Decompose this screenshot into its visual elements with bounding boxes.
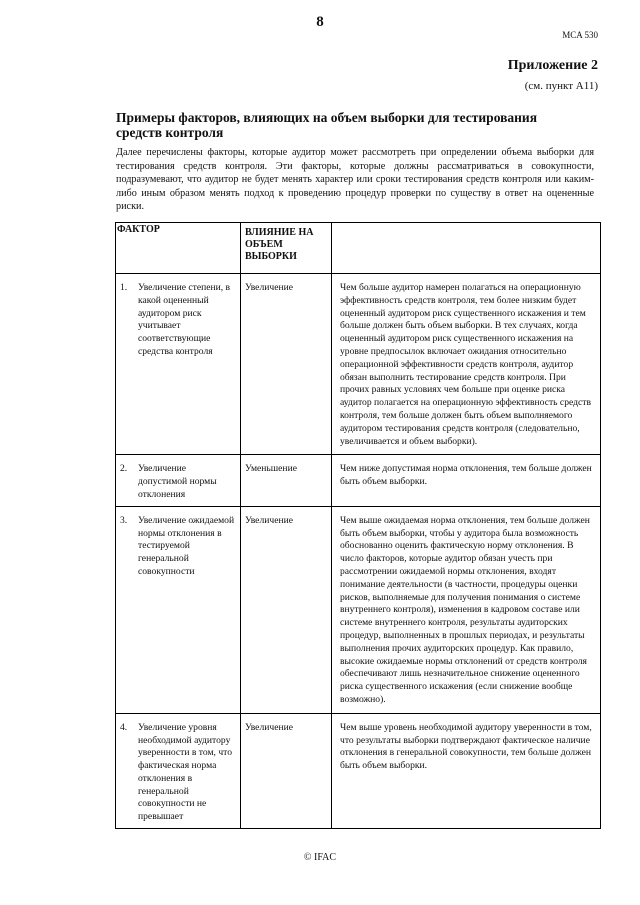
footer-copyright: © IFAC [303,852,337,863]
row-number: 2. [120,463,128,475]
impact-cell: Увеличение [241,506,332,713]
factor-cell [116,506,241,713]
impact-cell: Увеличение [241,713,332,828]
header-description [332,223,601,274]
table-row [116,274,601,455]
table-row [116,506,601,713]
factor-cell [116,455,241,506]
appendix-title: Приложение 2 [507,58,598,73]
appendix-reference: (см. пункт А11) [524,80,598,92]
header-impact: ВЛИЯНИЕ НА ОБЪЕМ ВЫБОРКИ [241,223,332,274]
row-number: 3. [120,514,128,526]
header-factor: ФАКТОР [116,223,241,274]
factor-text: Увеличение степени, в какой оцененный аудитором риск учитывает соответствующие средства контроля [138,282,231,357]
factor-text: Увеличение ожидаемой нормы отклонения в тестируемой генеральной совокупности [138,514,235,577]
factor-text: Увеличение уровня необходимой аудитору уверенности в том, что фактическая норма отклонения в генеральной совокупности не превышает [138,721,233,823]
impact-cell: Уменьшение [241,455,332,506]
factors-table [115,222,601,829]
row-number: 4. [120,721,128,733]
table-header-row [116,223,601,274]
description-cell: Чем выше уровень необходимой аудитору уверенности в том, что результаты выборки подтверждают фактическое наличие отклонения в генеральной совокупности, тем больше должен быть объем выборки. [332,713,601,828]
factor-cell [116,713,241,828]
table-row [116,455,601,506]
description-cell: Чем больше аудитор намерен полагаться на операционную эффективность средств контроля, тем более низким будет оцененный аудитором риск существенного искажения и тем больше должен быть объем выборки. В тех случаях, когда оцененный аудитором риск существенного искажения на уровне предпосылок включает ожидания относительно операционной эффективности средств контроля, аудитор обязан выполнить тестирование средств контроля. При прочих равных условиях чем больше при оценке риска аудитор полагается на операционную эффективность средств контроля, тем больше должен быть объем выполняемого аудитором тестирования средств контроля (следовательно, увеличивается и объем выборки). [332,274,601,455]
page-number: 8 [316,14,324,30]
factor-text: Увеличение допустимой нормы отклонения [138,463,217,500]
document-code: MCA 530 [562,30,598,40]
row-number: 1. [120,282,128,293]
description-cell: Чем выше ожидаемая норма отклонения, тем больше должен быть объем выборки, чтобы у аудитора была возможность обоснованно оценить фактическую норму отклонения. В число факторов, которые аудитор обязан учесть при рассмотрении ожидаемой нормы отклонения, входят понимание деятельности (в частности, процедуры оценки рисков, выполняемые для получения понимания о системе внутреннего контроля), изменения в кадровом составе или системе внутреннего контроля, результаты аудиторских процедур, выполненных в прошлых периодах, и результаты выполнения прочих аудиторских процедур. Как правило, высокие ожидаемые нормы отклонений от средств контроля обеспечивают лишь незначительное снижение оцененного риска существенного искажения (если снижение вообще возможно). [332,506,601,713]
intro-paragraph: Далее перечислены факторы, которые аудитор может рассмотреть при определении объема выборки для тестирования средств контроля. Эти факторы, которые должны рассматриваться в совокупности, подразумевают, что аудитор не будет менять характер или сроки тестирования средств контроля или каким-либо иным образом менять подход к проведению процедур проверки по существу в ответ на оцененные риски. [116,147,594,213]
description-cell: Чем ниже допустимая норма отклонения, тем больше должен быть объем выборки. [332,455,601,506]
table-row [116,713,601,828]
impact-cell: Увеличение [241,274,332,455]
section-title: Примеры факторов, влияющих на объем выборки для тестирования средств контроля [116,110,538,140]
factor-cell [116,274,241,455]
